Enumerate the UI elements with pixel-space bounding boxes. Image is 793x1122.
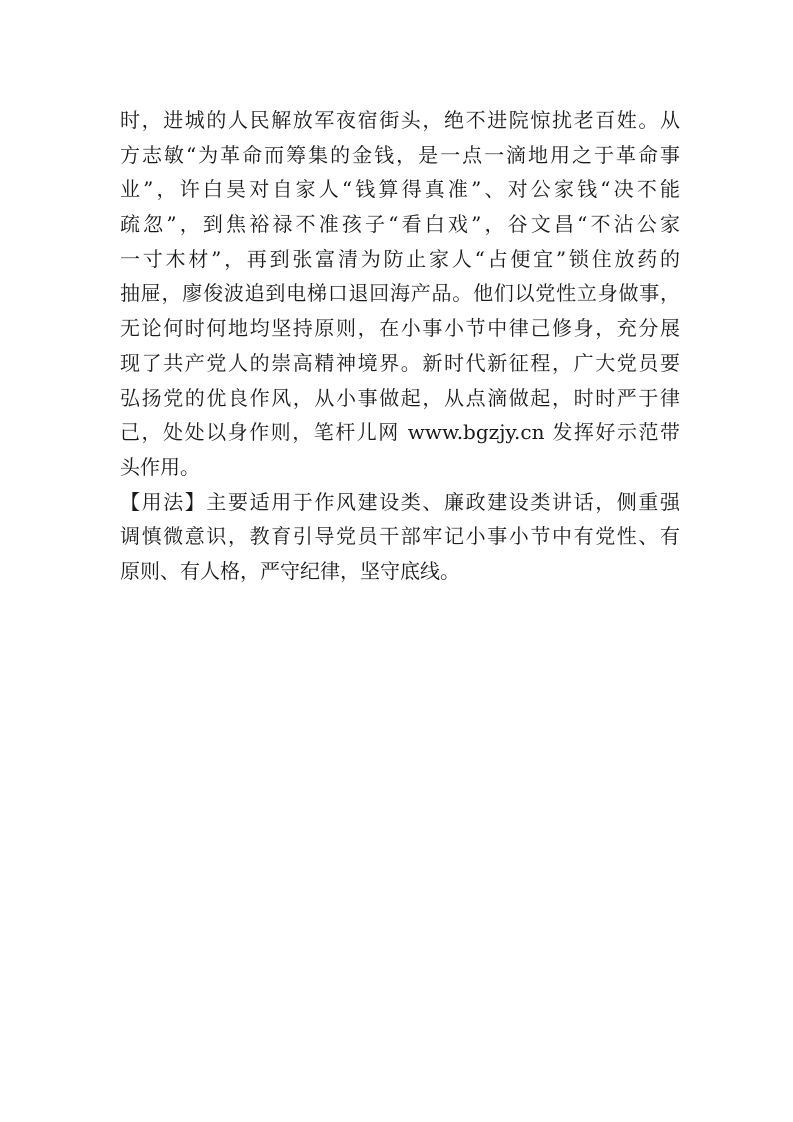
text-line: 原则、有人格，严守纪律，坚守底线。 <box>120 558 460 583</box>
text-line: 无论何时何地均坚持原则，在小事小节中律己修身，充分展 <box>120 316 680 341</box>
paragraph-1 <box>120 103 680 485</box>
text-line: 疏忽”，到焦裕禄不准孩子“看白戏”，谷文昌“不沾公家 <box>120 212 680 237</box>
text-line: 头作用。 <box>120 454 200 479</box>
text-line: 业”，许白昊对自家人“钱算得真准”、对公家钱“决不能 <box>120 177 680 202</box>
text-line: 一寸木材”，再到张富清为防止家人“占便宜”锁住放药的 <box>120 246 680 271</box>
text-line: 【用法】主要适用于作风建设类、廉政建设类讲话，侧重强 <box>120 489 680 514</box>
document-body <box>120 103 680 589</box>
text-line: 抽屉，廖俊波追到电梯口退回海产品。他们以党性立身做事， <box>120 281 680 306</box>
text-line: 弘扬党的优良作风，从小事做起，从点滴做起，时时严于律 <box>120 385 680 410</box>
text-line: 时，进城的人民解放军夜宿街头，绝不进院惊扰老百姓。从 <box>120 108 680 132</box>
text-line: 方志敏“为革命而筹集的金钱，是一点一滴地用之于革命事 <box>120 142 680 167</box>
text-line: 调慎微意识，教育引导党员干部牢记小事小节中有党性、有 <box>120 524 680 549</box>
text-line: 现了共产党人的崇高精神境界。新时代新征程，广大党员要 <box>120 350 680 375</box>
text-line: 己，处处以身作则，笔杆儿网 www.bgzjy.cn 发挥好示范带 <box>120 420 680 445</box>
paragraph-2 <box>120 485 680 589</box>
